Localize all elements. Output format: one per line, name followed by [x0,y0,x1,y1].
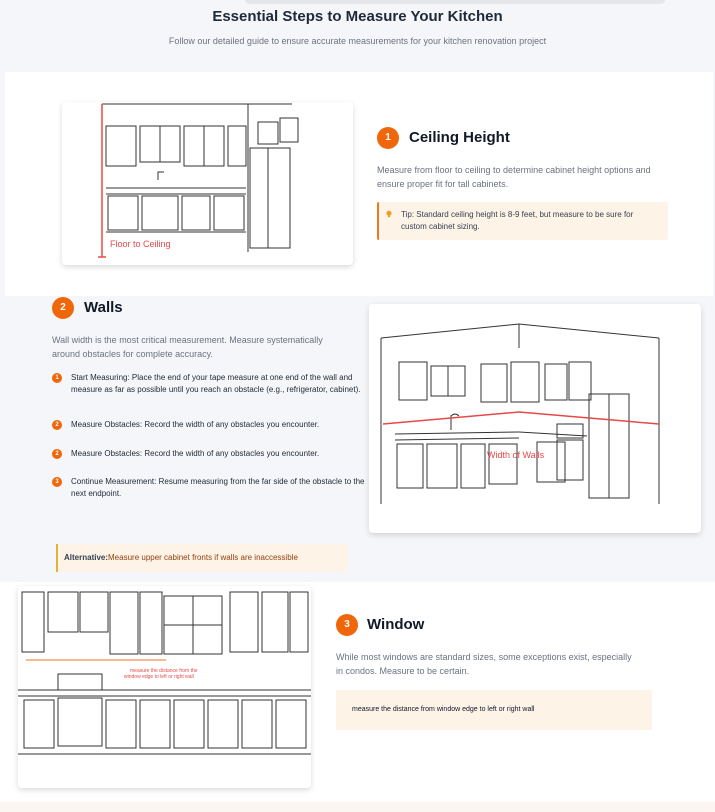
step-2-description: Wall width is the most critical measurement. Measure systematically around obstacles for complete accuracy. [52,335,323,359]
wall-step-item [52,476,367,500]
page-subtitle: Follow our detailed guide to ensure accurate measurements for your kitchen renovation project [168,36,547,46]
step-1-title: Ceiling Height [409,129,510,146]
header-divider [245,0,665,4]
step-2-title: Walls [84,299,123,316]
ceiling-image-label: Floor to Ceiling [110,239,171,249]
lightbulb-icon [385,210,393,218]
step-2-badge: 2 [52,297,74,319]
wall-step-number: 3 [52,477,62,487]
wall-step-item [52,448,367,460]
walls-image [369,304,701,533]
step-1-badge: 1 [377,127,399,149]
window-note: measure the distance from window edge to left or right wall [336,690,652,730]
wall-step-item [52,419,367,431]
window-image-label-line1: measure the distance from the [130,668,198,674]
wall-step-number: 2 [52,420,62,430]
wall-step-number: 2 [52,449,62,459]
step-1-tip [377,202,668,240]
window-image-label-line2: window edge to left or right wall [124,674,194,680]
walls-image-label: Width of Walls [487,450,545,460]
step-3-badge: 3 [336,614,358,636]
wall-step-text: Start Measuring: Place the end of your tape measure at one end of the wall and measure as far as possible until you reach an obstacle (e.g., refrigerator, cabinet). [71,373,361,394]
alternative-note [56,544,348,572]
alternative-text: Measure upper cabinet fronts if walls are inaccessible [108,553,298,562]
step-3-title: Window [367,616,425,633]
alternative-label: Alternative: [64,553,109,562]
wall-step-text: Measure Obstacles: Record the width of any obstacles you encounter. [71,449,320,458]
bottom-strip [0,802,715,812]
page-title: Essential Steps to Measure Your Kitchen [212,8,503,25]
step-1-tip-text: Tip: Standard ceiling height is 8-9 feet, but measure to be sure for custom cabinet sizing. [401,210,634,231]
wall-step-text: Continue Measurement: Resume measuring from the far side of the obstacle to the next endpoint. [71,477,365,498]
wall-step-text: Measure Obstacles: Record the width of any obstacles you encounter. [71,420,320,429]
wall-step-number: 1 [52,373,62,383]
wall-step-item [52,372,367,396]
step-3-description: While most windows are standard sizes, some exceptions exist, especially in condos. Measure to be certain. [336,652,632,676]
step-1-description: Measure from floor to ceiling to determine cabinet height options and ensure proper fit for tall cabinets. [377,165,651,189]
window-image [18,586,311,788]
ceiling-height-image [62,102,353,265]
